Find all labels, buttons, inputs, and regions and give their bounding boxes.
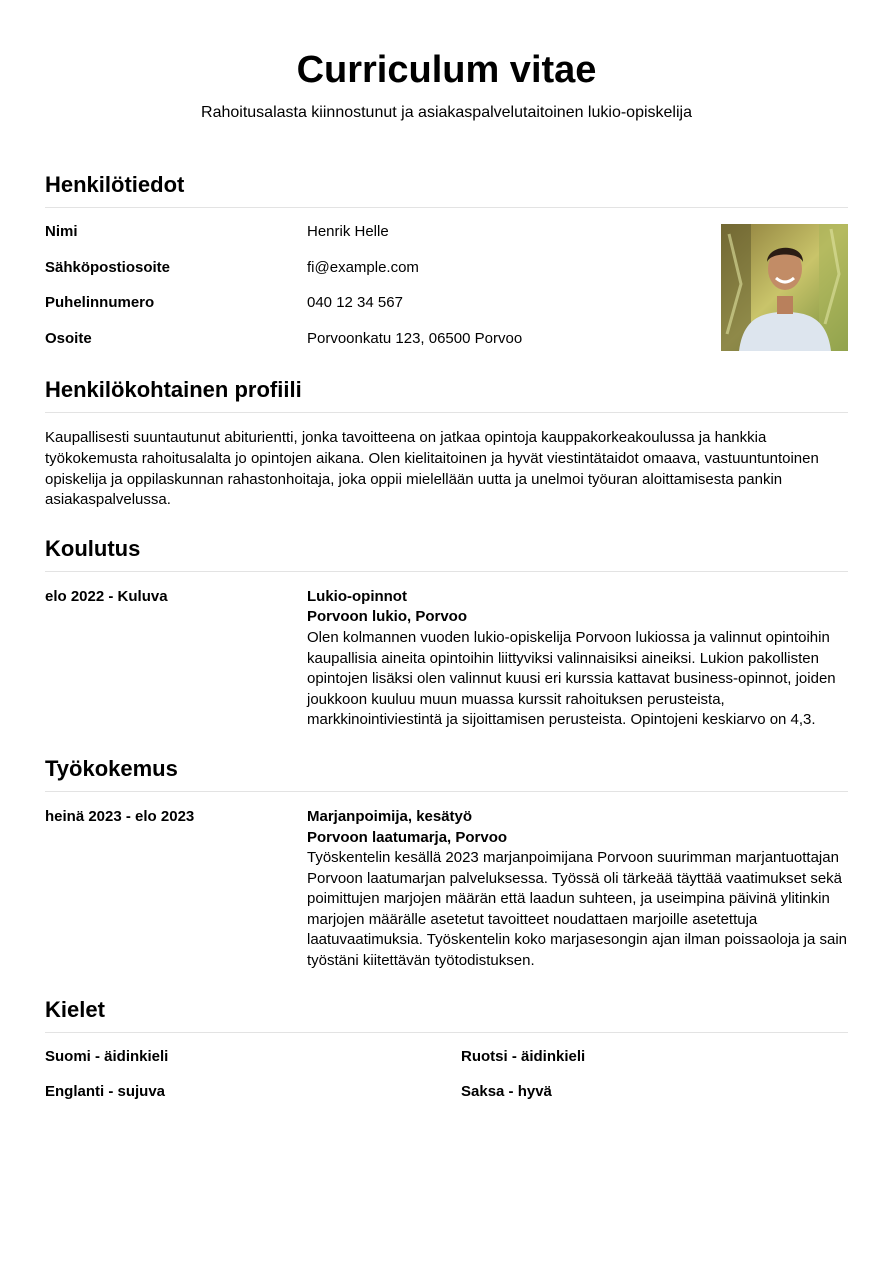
language-item: Suomi - äidinkieli bbox=[45, 1047, 169, 1065]
language-item: Ruotsi - äidinkieli bbox=[461, 1047, 586, 1065]
section-heading-personal: Henkilötiedot bbox=[45, 171, 848, 208]
education-entry bbox=[45, 587, 848, 731]
education-date: elo 2022 - Kuluva bbox=[45, 587, 168, 605]
profile-photo bbox=[721, 224, 848, 351]
document-subtitle: Rahoitusalasta kiinnostunut ja asiakaspalvelutaitoinen lukio-opiskelija bbox=[201, 104, 692, 121]
education-title: Lukio-opinnot bbox=[307, 587, 407, 605]
work-entry bbox=[45, 807, 848, 972]
languages-list bbox=[45, 1047, 848, 1118]
document-title: Curriculum vitae bbox=[296, 49, 597, 91]
work-title: Marjanpoimija, kesätyö bbox=[307, 807, 473, 825]
label-name: Nimi bbox=[45, 223, 78, 240]
label-email: Sähköpostiosoite bbox=[45, 258, 171, 276]
section-heading-languages: Kielet bbox=[45, 996, 848, 1033]
language-item: Saksa - hyvä bbox=[461, 1083, 552, 1101]
section-heading-work: Työkokemus bbox=[45, 755, 848, 792]
section-heading-profile: Henkilökohtainen profiili bbox=[45, 376, 848, 413]
language-item: Englanti - sujuva bbox=[45, 1083, 166, 1101]
cv-page bbox=[45, 0, 848, 1118]
section-heading-education: Koulutus bbox=[45, 535, 848, 572]
work-employer: Porvoon laatumarja, Porvoo bbox=[307, 828, 508, 846]
label-address: Osoite bbox=[45, 329, 92, 347]
education-school: Porvoon lukio, Porvoo bbox=[307, 608, 468, 626]
profile-text: Kaupallisesti suuntautunut abiturientti, jonka tavoitteena on jatkaa opintoja kauppakorkeakoulussa ja hankkia työkokemusta rahoitusalalta jo opintojen aikana. Olen kielitaitoinen ja hyvät viestintätaidot omaava, vastuuntuntoinen opiskelija ja oppilaskunnan rahastonhoitaja, joka oppii mielellään uutta ja unelmoi työuran aloittamisesta pankin asiakaspalvelussa. bbox=[45, 429, 819, 509]
work-date: heinä 2023 - elo 2023 bbox=[45, 807, 195, 825]
section-education bbox=[45, 535, 848, 731]
section-work bbox=[45, 755, 848, 972]
value-name: Henrik Helle bbox=[307, 223, 389, 240]
section-personal bbox=[45, 171, 848, 364]
education-description: Olen kolmannen vuoden lukio-opiskelija Porvoon lukiossa ja valinnut opintoihin kaupallisia aineita opintoihin liittyviksi valinnaisiksi aineiksi. Lukion pakollisten opintojen lisäksi olen valinnut kuusi eri kurssia kattavat business-opinnot, joiden joukkoon kuuluu muun muassa kurssit rahoituksen perusteista, markkinointiviestintä ja sijoittamisen perusteista. Opintojeni keskiarvo on 4,3. bbox=[307, 628, 836, 729]
work-description: Työskentelin kesällä 2023 marjanpoimijana Porvoon suurimman marjantuottajan Porvoon laatumarjan palveluksessa. Työssä oli tärkeää täyttää vaatimukset sekä poimittujen marjojen määrän että laadun suhteen, ja useimpina päivinä ylitinkin marjojen määrälle asetetut tavoitteet noudattaen marjoille asetettuja laatuvaatimuksia. Työskentelin koko marjasesongin ajan ilman poissaoloja ja sain työstäni kiitettävän työtodistuksen. bbox=[307, 849, 848, 970]
value-email: fi@example.com bbox=[307, 258, 419, 276]
section-languages bbox=[45, 996, 848, 1118]
label-phone: Puhelinnumero bbox=[45, 294, 155, 312]
personal-details bbox=[45, 222, 848, 364]
value-address: Porvoonkatu 123, 06500 Porvoo bbox=[307, 329, 523, 347]
section-profile bbox=[45, 376, 848, 510]
value-phone: 040 12 34 567 bbox=[307, 294, 403, 312]
